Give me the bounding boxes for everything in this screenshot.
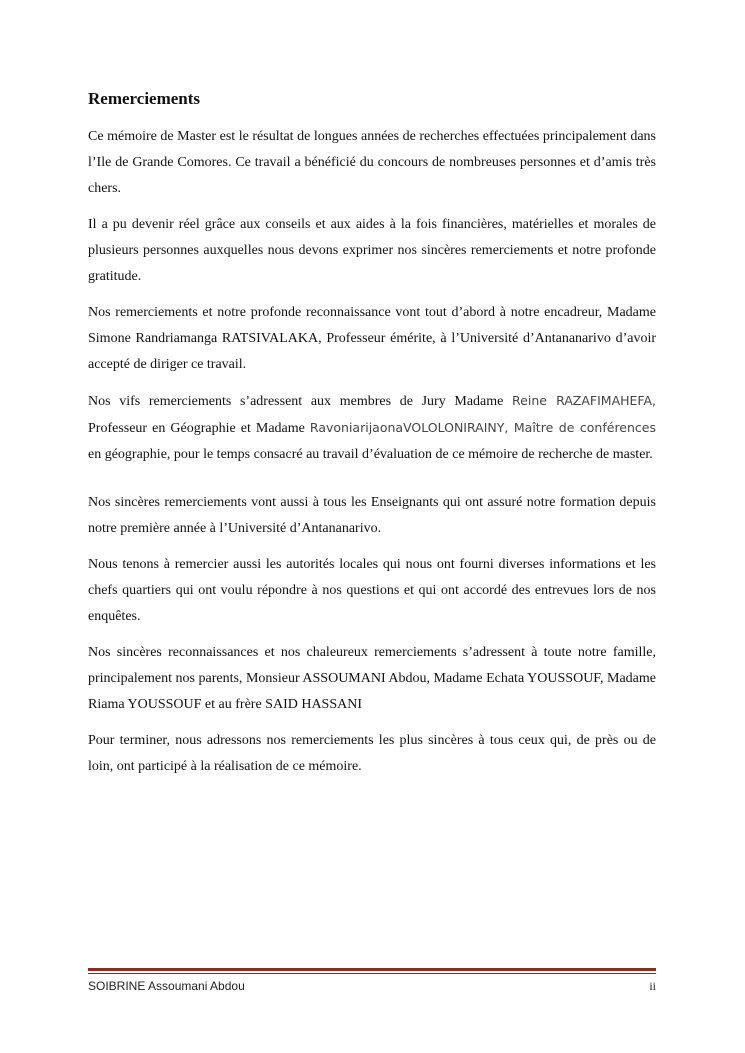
footer-author: SOIBRINE Assoumani Abdou (88, 979, 245, 993)
paragraph-2: Il a pu devenir réel grâce aux conseils et aux aides à la fois financières, matérielles et morales de plusieurs personnes auxquelles nous devons exprimer nos sincères remerciements et notre profonde gratitude. (88, 217, 656, 284)
page-body (88, 86, 656, 790)
paragraph-1: Ce mémoire de Master est le résultat de longues années de recherches effectuées principalement dans l’Ile de Grande Comores. Ce travail a bénéficié du concours de nombreuses personnes et d’amis très chers. (88, 129, 656, 196)
page-number: ii (649, 979, 656, 993)
footer-rule-thick (88, 968, 656, 971)
paragraph-4-part-e: en géographie, pour le temps consacré au travail d’évaluation de ce mémoire de recherche de master. (88, 447, 653, 462)
paragraph-4-part-c: Professeur en Géographie et Madame (88, 421, 310, 436)
paragraph-8: Pour terminer, nous adressons nos remerciements les plus sincères à tous ceux qui, de près ou de loin, ont participé à la réalisation de ce mémoire. (88, 733, 656, 774)
page-title: Remerciements (88, 89, 201, 108)
paragraph-5: Nos sincères remerciements vont aussi à tous les Enseignants qui ont assuré notre formation depuis notre première année à l’Université d’Antananarivo. (88, 495, 656, 536)
paragraph-6: Nous tenons à remercier aussi les autorités locales qui nous ont fourni diverses informations et les chefs quartiers qui ont voulu répondre à nos questions et qui ont accordé des entrevues lors de nos enquêtes. (88, 557, 656, 624)
paragraph-4 (88, 388, 656, 468)
jury-member-1: Reine RAZAFIMAHEFA, (512, 393, 656, 408)
paragraph-4-part-a: Nos vifs remerciements s’adressent aux membres de Jury Madame (88, 394, 513, 409)
paragraph-7: Nos sincères reconnaissances et nos chaleureux remerciements s’adressent à toute notre famille, principalement nos parents, Monsieur ASSOUMANI Abdou, Madame Echata YOUSSOUF, Madame Riama YOUSSOUF et au frère SAID HASSANI (88, 645, 656, 712)
jury-member-2: RavoniarijaonaVOLOLONIRAINY, Maître de conférences (309, 420, 656, 435)
footer-rule-thin (88, 973, 656, 974)
paragraph-3: Nos remerciements et notre profonde reconnaissance vont tout d’abord à notre encadreur, Madame Simone Randriamanga RATSIVALAKA, Professeur émérite, à l’Université d’Antananarivo d’avoir accepté de diriger ce travail. (88, 305, 656, 372)
